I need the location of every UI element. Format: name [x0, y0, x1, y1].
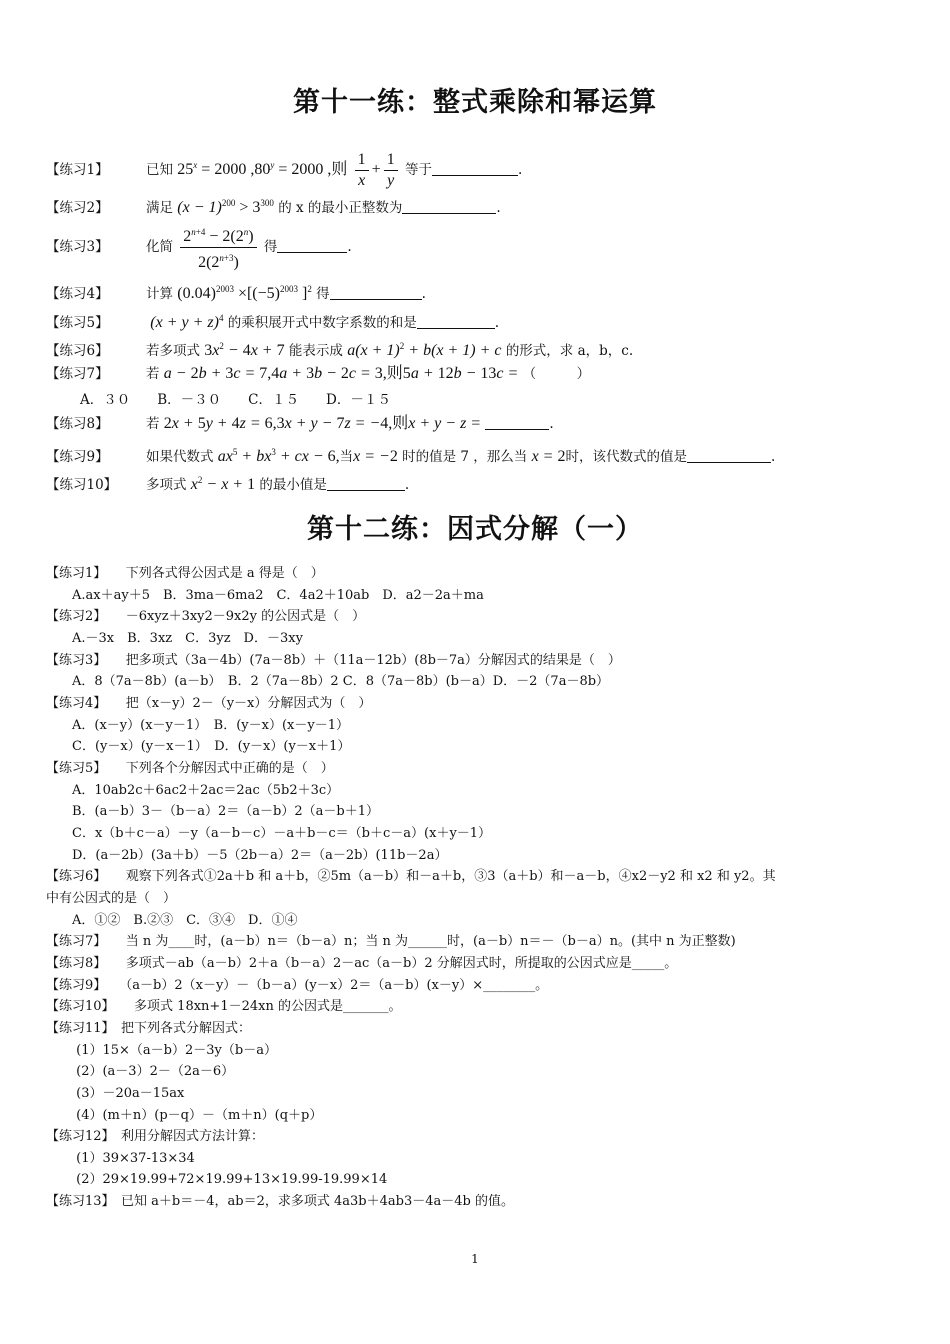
answer-blank [417, 314, 495, 329]
section-2-line: A．10ab2c＋6ac2＋2ac＝2ac（5b2＋3c） [46, 782, 340, 798]
section-2-line: 【练习9】 （a－b）2（x－y）－（b－a）(y－x）2＝（a－b）(x－y）×________。 [46, 977, 549, 993]
exercise-6: 【练习6】 若多项式 $3x^2 - 4x + 7$ 能表示成 $a(x + 1)^2 + b(x + 1) + c$ 的形式，求 a，b，c. [46, 341, 634, 359]
formula: $ax^5 + bx^3$ + cx − 6, [217, 447, 340, 465]
section-2-line: 【练习4】 把（x－y）2－（y－x）分解因式为（ ） [46, 695, 372, 711]
section-2-line: 【练习10】 多项式 18xn+1－24xn 的公因式是_______。 [46, 999, 402, 1015]
exercise-7: 【练习7】 若 a − 2b + 3c = 7,4a + 3b − 2c = 3,则5a + 12b − 13c = （ ） [46, 365, 591, 382]
section-2-line: (2）29×19.99+72×19.99+13×19.99-19.99×14 [46, 1172, 388, 1188]
section-2-line: 【练习8】 多项式－ab（a－b）2＋a（b－a）2－ac（a－b）2 分解因式时，所提取的公因式应是_____。 [46, 955, 678, 971]
exercise-7-options: A．３０ B．－３０ C．１５ D．－１５ [80, 392, 391, 408]
section-2-line: (4）(m＋n）(p－q）－（m＋n）(q＋p） [46, 1107, 323, 1123]
answer-blank [327, 476, 405, 491]
section-2-line: (2）(a－3）2－（2a－6） [46, 1064, 235, 1080]
section-2-line: 中有公因式的是（ ） [46, 890, 177, 906]
section-2-line: B．(a－b）3－（b－a）2＝（a－b）2（a－b＋1） [46, 804, 379, 820]
exercise-tag: 【练习3】 [46, 239, 109, 255]
formula: $(0.04)^{2003} \times[(-5)^{2003}$ ]$^2$ [177, 284, 312, 302]
page-number: 1 [471, 1252, 479, 1266]
exercise-tag: 【练习1】 [46, 162, 109, 178]
formula: $x^2 - x + 1$ [190, 475, 256, 493]
section-2-line: (1）15×（a－b）2－3y（b－a） [46, 1042, 277, 1058]
section-2-line: C．x（b＋c－a）－y（a－b－c）－a＋b－c＝（b＋c－a）(x＋y－1） [46, 825, 492, 841]
exercise-tag: 【练习2】 [46, 200, 109, 216]
section-2-line: A.－3x B．3xz C．3yz D．－3xy [46, 630, 303, 646]
section-2-line: C．(y－x）(y－x－1） D．(y－x）(y－x＋1） [46, 739, 351, 755]
exercise-tag: 【练习5】 [46, 315, 109, 331]
section-2-line: 【练习13】 已知 a＋b＝－4，ab＝2，求多项式 4a3b＋4ab3－4a－4b 的值。 [46, 1194, 514, 1210]
section-2-line: (3）－20a－15ax [46, 1085, 185, 1101]
exercise-tag: 【练习4】 [46, 286, 109, 302]
fraction: $\frac{1}{x}$ [355, 150, 369, 191]
section-2-line: 【练习12】 利用分解因式方法计算： [46, 1129, 265, 1145]
formula: $3x^2 - 4x + 7$ [204, 341, 285, 359]
section-2-line: A．①② B.②③ C．③④ D．①④ [46, 912, 298, 928]
exercise-8: 【练习8】 若 2x + 5y + 4z = 6,3x + y − 7z = −4,则x + y − z = . [46, 415, 554, 432]
section-title-2: 第十二练：因式分解（一） [307, 514, 643, 545]
answer-blank [277, 238, 347, 253]
exercise-tag: 【练习7】 [46, 366, 109, 382]
exercise-1: 【练习1】 已知 $25^x = 2000$ $,80^y = 2000$ ,则 $\frac{1}{x}$ + $\frac{1}{y}$ 等于 . [46, 151, 523, 189]
section-2-line: 【练习6】 观察下列各式①2a＋b 和 a＋b，②5m（a－b）和－a＋b，③3（a＋b）和－a－b，④x2－y2 和 x2 和 y2。其 [46, 869, 776, 885]
fraction: $\frac{2^{n+4} - 2(2^n)}{2(2^{n+3})}$ [180, 222, 256, 273]
section-2-line: A．(x－y）(x－y－1） B．(y－x）(x－y－1） [46, 717, 349, 733]
exercise-4: 【练习4】 计算 $(0.04)^{2003} \times[(-5)^{2003}$ ]$^2$ 得 . [46, 284, 426, 302]
formula: $25^x = 2000$ $,80^y = 2000$ ,则 [177, 160, 348, 178]
section-2-line: 【练习3】 把多项式（3a－4b）(7a－8b）＋（11a－12b）(8b－7a）分解因式的结果是（ ） [46, 652, 621, 668]
answer-blank [402, 199, 496, 214]
section-2-line: 【练习7】 当 n 为____时，(a－b）n＝（b－a）n；当 n 为______时，(a－b）n＝－（b－a）n。(其中 n 为正整数) [46, 934, 736, 950]
section-title-1: 第十一练：整式乘除和幂运算 [293, 87, 657, 118]
section-2-line: A.ax＋ay＋5 B．3ma－6ma2 C．4a2＋10ab D．a2－2a＋ma [46, 587, 484, 603]
exercise-10: 【练习10】 多项式 $x^2 - x + 1$ 的最小值是 . [46, 475, 410, 493]
formula: a − 2b + 3c = 7,4a + 3b − 2c = 3,则5a + 12b − 13c = [163, 365, 519, 382]
exercise-2: 【练习2】 满足 $(x - 1)^{200} > 3^{300}$ 的 x 的最小正整数为 . [46, 198, 501, 216]
fraction: $\frac{1}{y}$ [384, 150, 398, 191]
formula: $(x + y + z)^4$ [150, 313, 224, 331]
answer-blank [485, 415, 549, 430]
answer-blank [432, 161, 518, 176]
section-2-line: 【练习1】 下列各式得公因式是 a 得是（ ） [46, 566, 324, 581]
formula: $(x - 1)^{200} > 3^{300}$ [177, 198, 274, 216]
formula: $a(x + 1)^2 + b(x + 1) + c$ [347, 341, 502, 359]
section-2-line: 【练习5】 下列各个分解因式中正确的是（ ） [46, 760, 334, 776]
answer-blank [330, 285, 422, 300]
exercise-3: 【练习3】 化简 $\frac{2^{n+4} - 2(2^n)}{2(2^{n+3})}$ 得 . [46, 222, 910, 273]
exercise-tag: 【练习6】 [46, 343, 109, 359]
exercise-tag: 【练习9】 [46, 449, 109, 465]
exercise-9: 【练习9】 如果代数式 $ax^5 + bx^3$ + cx − 6,当x = −2 时的值是 7 ，那么当 x = 2时，该代数式的值是 . [46, 447, 776, 465]
section-2-line: D．(a－2b）(3a＋b）－5（2b－a）2＝（a－2b）(11b－2a） [46, 847, 448, 863]
exercise-tag: 【练习8】 [46, 416, 109, 432]
section-2-line: (1）39×37-13×34 [46, 1150, 195, 1166]
answer-blank [687, 448, 771, 463]
section-2-line: 【练习2】 －6xyz＋3xy2－9x2y 的公因式是（ ） [46, 609, 366, 625]
exercise-5: 【练习5】 $(x + y + z)^4$ 的乘积展开式中数字系数的和是 . [46, 313, 500, 331]
exercise-tag: 【练习10】 [46, 477, 118, 493]
section-2-line: A．8（7a－8b）(a－b） B．2（7a－8b）2 C．8（7a－8b）(b－a）D．－2（7a－8b） [46, 674, 610, 690]
formula: 2x + 5y + 4z = 6,3x + y − 7z = −4,则x + y − z = [163, 415, 482, 432]
section-2-line: 【练习11】 把下列各式分解因式： [46, 1020, 252, 1036]
